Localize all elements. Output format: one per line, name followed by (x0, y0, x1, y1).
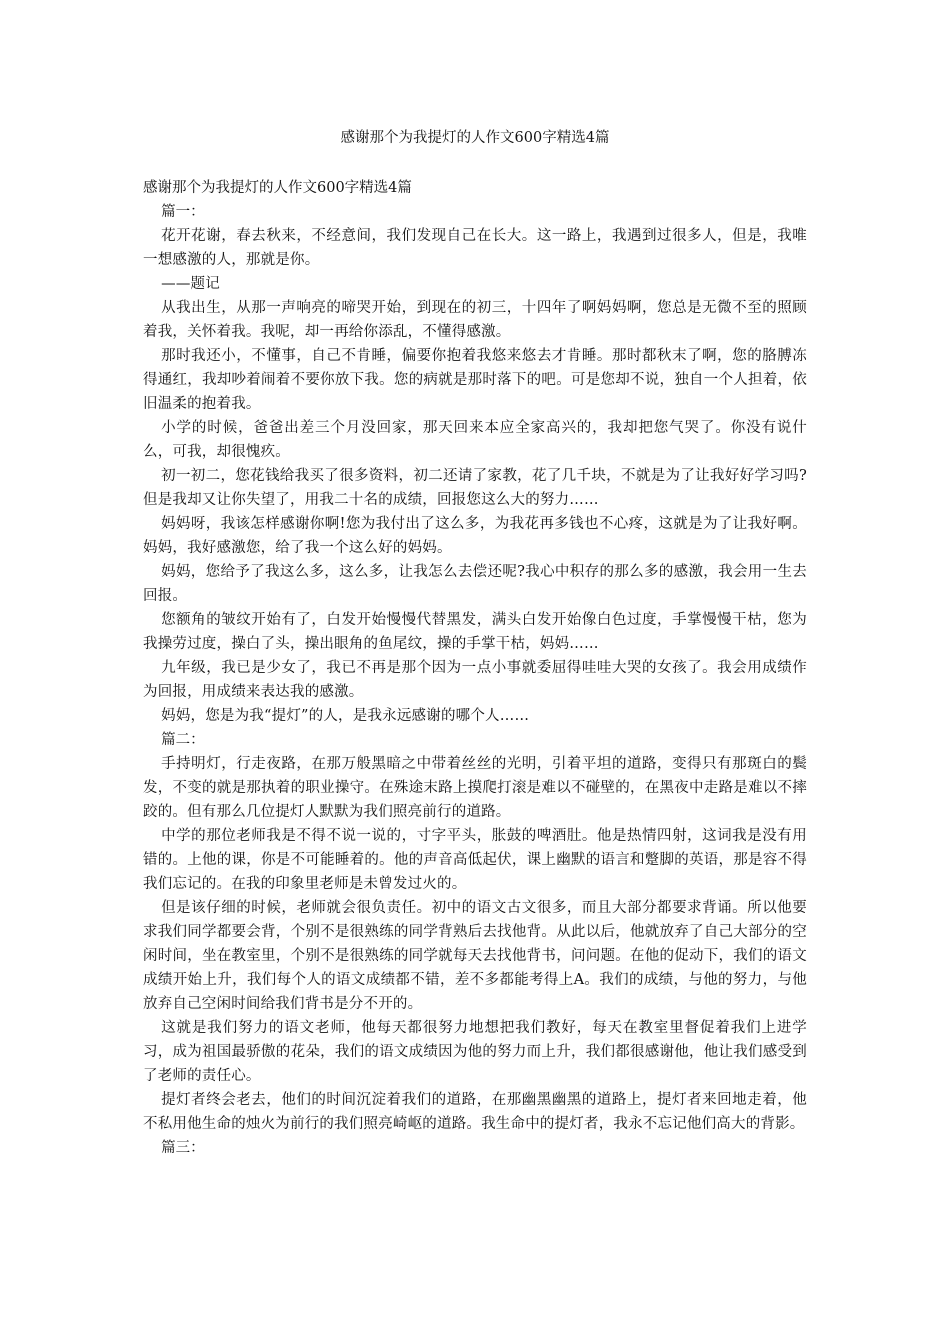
paragraph: 提灯者终会老去，他们的时间沉淀着我们的道路，在那幽黑幽黑的道路上，提灯者来回地走着，他不私用他生命的烛火为前行的我们照亮崎岖的道路。我生命中的提灯者，我永不忘记他们高大的背影。 (143, 1092, 807, 1132)
paragraph: 那时我还小，不懂事，自己不肯睡，偏要你抱着我悠来悠去才肯睡。那时都秋末了啊，您的胳膊冻得通红，我却吵着闹着不要你放下我。您的病就是那时落下的吧。可是您却不说，独自一个人担着，依旧温柔的抱着我。 (143, 348, 807, 412)
paragraph: 这就是我们努力的语文老师，他每天都很努力地想把我们教好，每天在教室里督促着我们上进学习，成为祖国最骄傲的花朵，我们的语文成绩因为他的努力而上升，我们都很感谢他，他让我们感受到了老师的责任心。 (143, 1020, 807, 1084)
document-body (143, 176, 807, 1160)
paragraph: 但是该仔细的时候，老师就会很负责任。初中的语文古文很多，而且大部分都要求背诵。所以他要求我们同学都要会背，个别不是很熟练的同学背熟后去找他背。从此以后，他就放弃了自己大部分的空闲时间，坐在教室里，个别不是很熟练的同学就每天去找他背书，问问题。在他的促动下，我们的语文成绩开始上升，我们每个人的语文成绩都不错，差不多都能考得上A。我们的成绩，与他的努力，与他放弃自己空闲时间给我们背书是分不开的。 (143, 900, 807, 1012)
section-label-3: 篇三： (161, 1140, 205, 1156)
paragraph: 妈妈，您给予了我这么多，这么多，让我怎么去偿还呢?我心中积存的那么多的感激，我会用一生去回报。 (143, 564, 807, 604)
paragraph: 从我出生，从那一声响亮的啼哭开始，到现在的初三，十四年了啊妈妈啊，您总是无微不至的照顾着我，关怀着我。我呢，却一再给你添乱，不懂得感激。 (143, 300, 807, 340)
paragraph: 手持明灯，行走夜路，在那万般黑暗之中带着丝丝的光明，引着平坦的道路，变得只有那斑白的鬓发，不变的就是那执着的职业操守。在殊途末路上摸爬打滚是难以不碰壁的，在黑夜中走路是难以不摔跤的。但有那么几位提灯人默默为我们照亮前行的道路。 (143, 756, 807, 820)
section-label-2: 篇二： (161, 732, 205, 748)
epigraph-note: ——题记 (161, 276, 220, 292)
paragraph: 小学的时候，爸爸出差三个月没回家，那天回来本应全家高兴的，我却把您气哭了。你没有说什么，可我，却很愧疚。 (143, 420, 807, 460)
paragraph: 妈妈，您是为我“提灯”的人，是我永远感谢的哪个人…… (161, 708, 530, 724)
paragraph: 妈妈呀，我该怎样感谢你啊!您为我付出了这么多，为我花再多钱也不心疼，这就是为了让我好啊。妈妈，我好感激您，给了我一个这么好的妈妈。 (143, 516, 807, 556)
document-heading: 感谢那个为我提灯的人作文600字精选4篇 (143, 180, 412, 196)
paragraph: 花开花谢，春去秋来，不经意间，我们发现自己在长大。这一路上，我遇到过很多人，但是，我唯一想感激的人，那就是你。 (143, 228, 807, 268)
paragraph: 您额角的皱纹开始有了，白发开始慢慢代替黑发，满头白发开始像白色过度，手掌慢慢干枯，您为我操劳过度，操白了头，操出眼角的鱼尾纹，操的手掌干枯，妈妈…… (143, 612, 807, 652)
section-label-1: 篇一： (161, 204, 205, 220)
paragraph: 九年级，我已是少女了，我已不再是那个因为一点小事就委屈得哇哇大哭的女孩了。我会用成绩作为回报，用成绩来表达我的感激。 (143, 660, 807, 700)
page-title: 感谢那个为我提灯的人作文600字精选4篇 (340, 130, 610, 146)
paragraph: 中学的那位老师我是不得不说一说的，寸字平头，胀鼓的啤酒肚。他是热情四射，这词我是没有用错的。上他的课，你是不可能睡着的。他的声音高低起伏，课上幽默的语言和蹩脚的英语，那是容不得我们忘记的。在我的印象里老师是未曾发过火的。 (143, 828, 807, 892)
paragraph: 初一初二，您花钱给我买了很多资料，初二还请了家教，花了几千块，不就是为了让我好好学习吗?但是我却又让你失望了，用我二十名的成绩，回报您这么大的努力…… (143, 468, 807, 508)
